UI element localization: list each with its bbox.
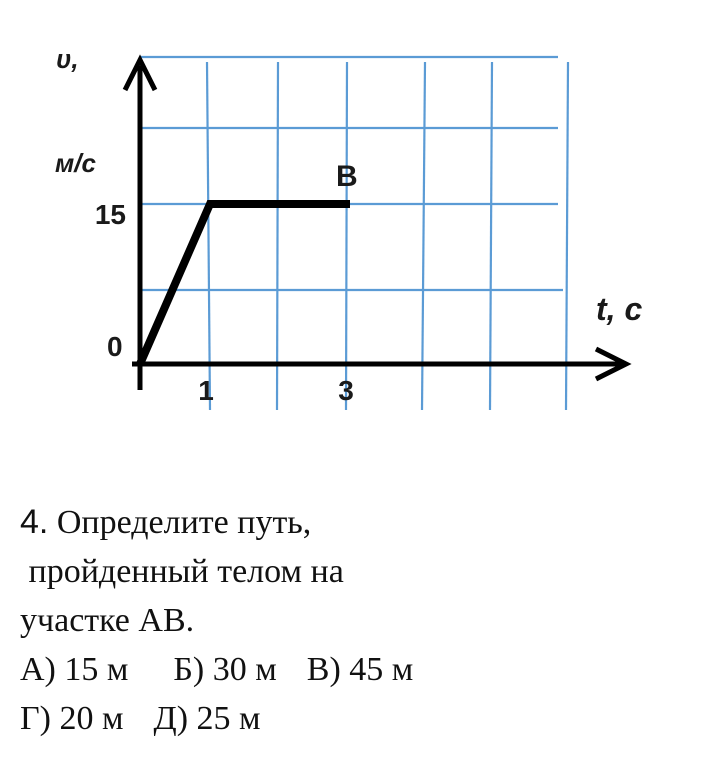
problem-text-line-2: пройденный телом на — [20, 553, 344, 590]
answer-option-a: А) 15 м — [20, 651, 129, 688]
answer-options-row-2 — [20, 694, 690, 743]
answer-option-b: Б) 30 м — [173, 651, 277, 688]
grid-line-vertical — [346, 62, 347, 410]
answer-option-d: Д) 25 м — [153, 700, 261, 737]
point-label: B — [336, 160, 358, 193]
y-axis-label-unit: м/с — [55, 148, 96, 178]
x-tick-label: 1 — [198, 375, 214, 406]
x-tick-label: 3 — [338, 375, 354, 406]
grid-line-vertical — [277, 62, 278, 410]
answer-option-g: Г) 20 м — [20, 700, 124, 737]
answer-options-row-1 — [20, 645, 690, 694]
grid-line-vertical — [490, 62, 492, 410]
problem-text — [20, 498, 690, 743]
origin-label: 0 — [107, 331, 123, 362]
grid-line-vertical — [207, 62, 210, 410]
problem-text-line-3: участке АВ. — [20, 602, 195, 639]
grid — [140, 57, 568, 410]
y-axis-label-symbol: υ, — [56, 44, 79, 74]
problem-line-1 — [20, 498, 690, 547]
problem-text-line-1: Определите путь, — [48, 504, 312, 541]
grid-line-vertical — [566, 62, 568, 410]
velocity-line — [140, 204, 350, 364]
x-axis-label: t, с — [596, 291, 643, 327]
series — [140, 204, 350, 364]
y-tick-label: 15 — [94, 199, 126, 230]
problem-number: 4. — [20, 503, 49, 541]
answer-option-v: В) 45 м — [306, 651, 414, 688]
grid-line-vertical — [422, 62, 425, 410]
